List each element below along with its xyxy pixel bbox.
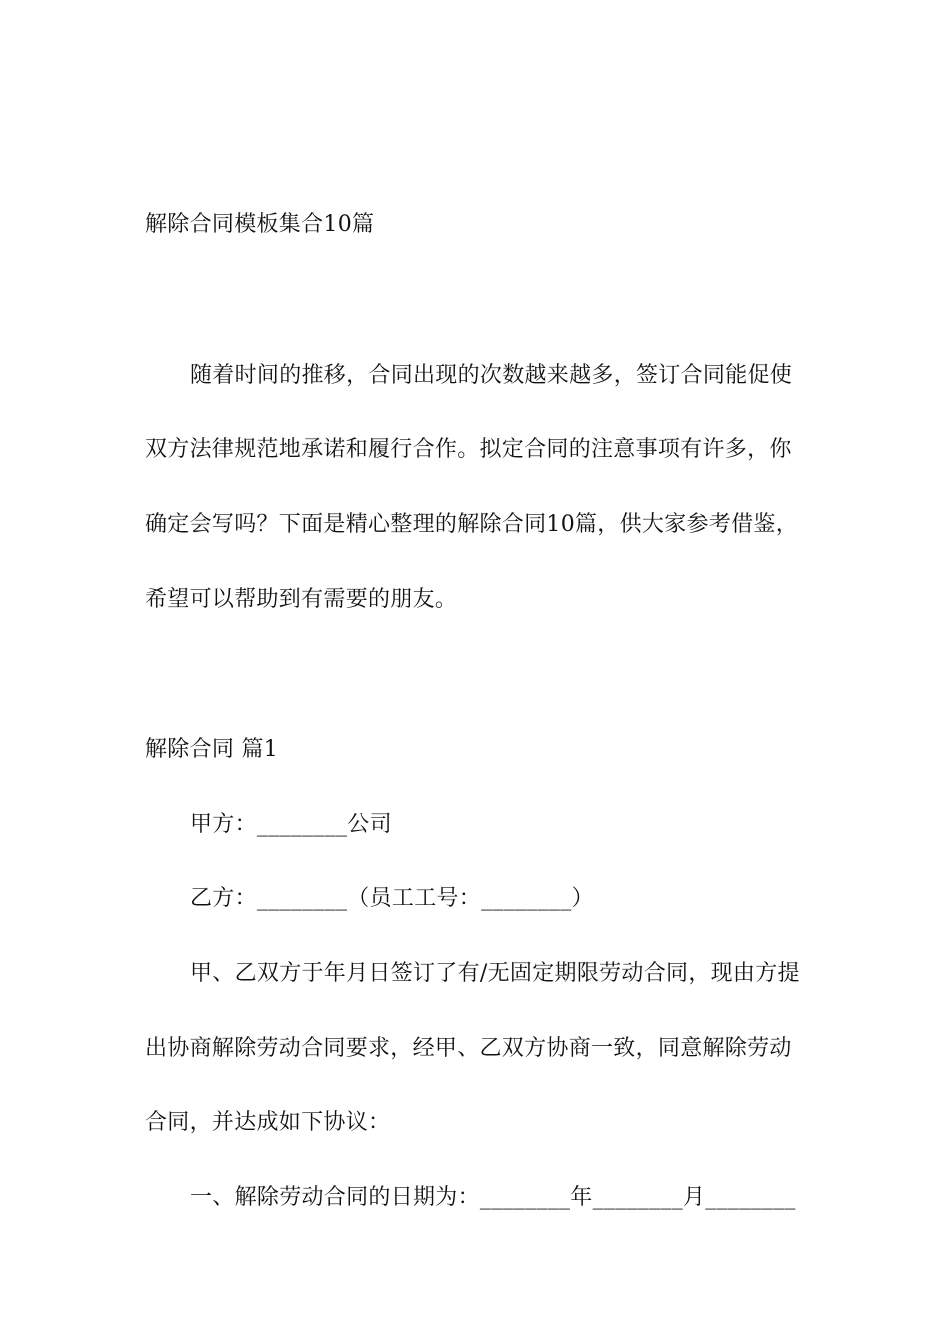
intro-line-4: 希望可以帮助到有需要的朋友。 bbox=[145, 587, 458, 612]
section-heading: 解除合同 篇1 bbox=[145, 737, 279, 762]
body-line-1: 甲、乙双方于年月日签订了有/无固定期限劳动合同，现由方提 bbox=[190, 961, 800, 986]
body-line-2: 出协商解除劳动合同要求，经甲、乙双方协商一致，同意解除劳动 bbox=[145, 1036, 792, 1061]
body-line-3: 合同，并达成如下协议： bbox=[145, 1110, 391, 1135]
document-title: 解除合同模板集合10篇 bbox=[145, 212, 375, 237]
clause-1-line: 一、解除劳动合同的日期为：________年________月________ bbox=[190, 1185, 796, 1210]
intro-line-3: 确定会写吗？下面是精心整理的解除合同10篇，供大家参考借鉴， bbox=[145, 512, 798, 537]
intro-line-2: 双方法律规范地承诺和履行合作。拟定合同的注意事项有许多，你 bbox=[145, 437, 792, 462]
party-a-line: 甲方：________公司 bbox=[190, 812, 392, 837]
intro-line-1: 随着时间的推移，合同出现的次数越来越多，签订合同能促使 bbox=[190, 363, 793, 388]
party-b-line: 乙方：________（员工工号：________） bbox=[190, 886, 594, 911]
